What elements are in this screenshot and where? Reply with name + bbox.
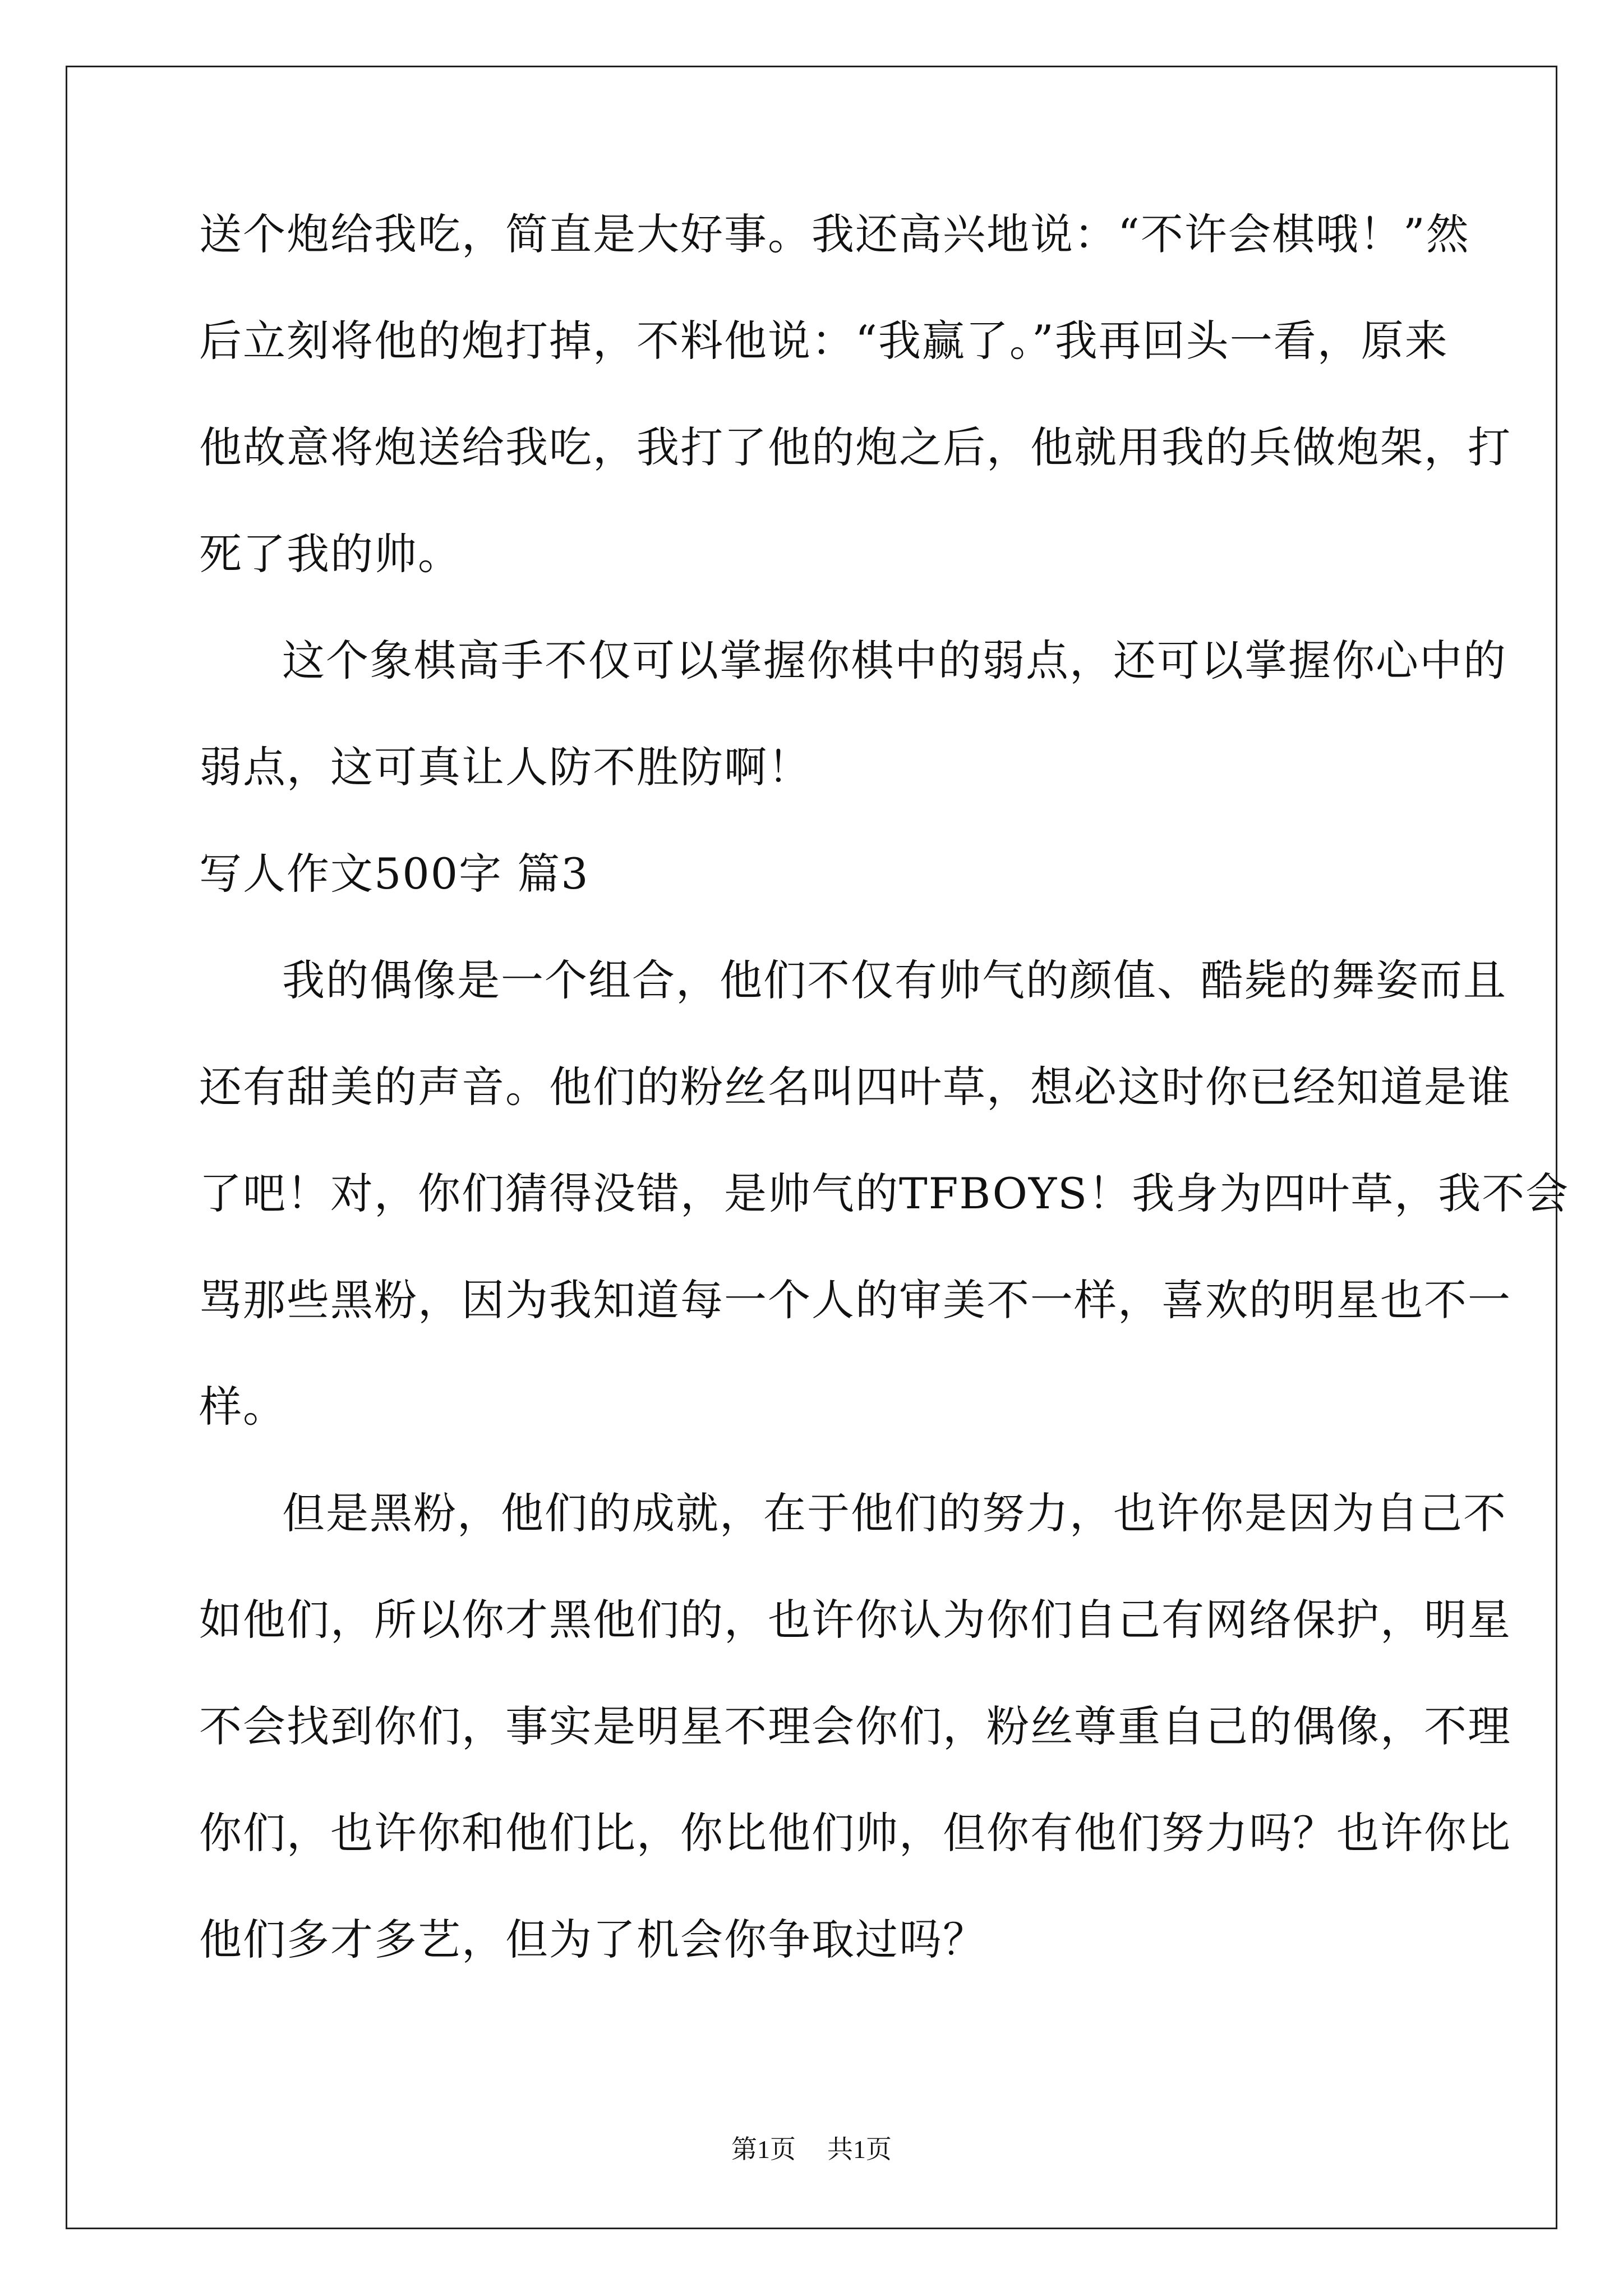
page-total: 共1页 xyxy=(827,2135,892,2164)
section-heading: 写人作文500字 篇3 xyxy=(199,849,589,899)
text-line: 这个象棋高手不仅可以掌握你棋中的弱点，还可以掌握你心中的 xyxy=(282,636,1507,685)
text-line: 但是黑粉，他们的成就，在于他们的努力，也许你是因为自己不 xyxy=(282,1488,1507,1538)
text-line: 了吧！对，你们猜得没错，是帅气的TFBOYS！我身为四叶草，我不会 xyxy=(199,1168,1570,1218)
page-number: 第1页 xyxy=(731,2135,796,2164)
text-line: 我的偶像是一个组合，他们不仅有帅气的颜值、酷毙的舞姿而且 xyxy=(282,955,1507,1005)
page-footer xyxy=(0,2129,1623,2166)
text-line: 弱点，这可真让人防不胜防啊！ xyxy=(199,742,811,792)
text-line: 如他们，所以你才黑他们的，也许你认为你们自己有网络保护，明星 xyxy=(199,1595,1511,1645)
text-line: 他故意将炮送给我吃，我打了他的炮之后，他就用我的兵做炮架，打 xyxy=(199,422,1511,472)
text-line: 他们多才多艺，但为了机会你争取过吗？ xyxy=(199,1915,986,1964)
text-line: 你们，也许你和他们比，你比他们帅，但你有他们努力吗？也许你比 xyxy=(199,1808,1511,1858)
text-line: 还有甜美的声音。他们的粉丝名叫四叶草，想必这时你已经知道是谁 xyxy=(199,1062,1511,1112)
text-line: 样。 xyxy=(199,1382,287,1432)
text-line: 死了我的帅。 xyxy=(199,529,462,579)
text-line: 骂那些黑粉，因为我知道每一个人的审美不一样，喜欢的明星也不一 xyxy=(199,1275,1511,1325)
text-line: 后立刻将他的炮打掉，不料他说：“我赢了。”我再回头一看，原来 xyxy=(199,316,1449,366)
document-body xyxy=(199,209,1570,2025)
text-line: 送个炮给我吃，简直是大好事。我还高兴地说：“不许会棋哦！”然 xyxy=(199,209,1470,259)
text-line: 不会找到你们，事实是明星不理会你们，粉丝尊重自己的偶像，不理 xyxy=(199,1701,1511,1751)
